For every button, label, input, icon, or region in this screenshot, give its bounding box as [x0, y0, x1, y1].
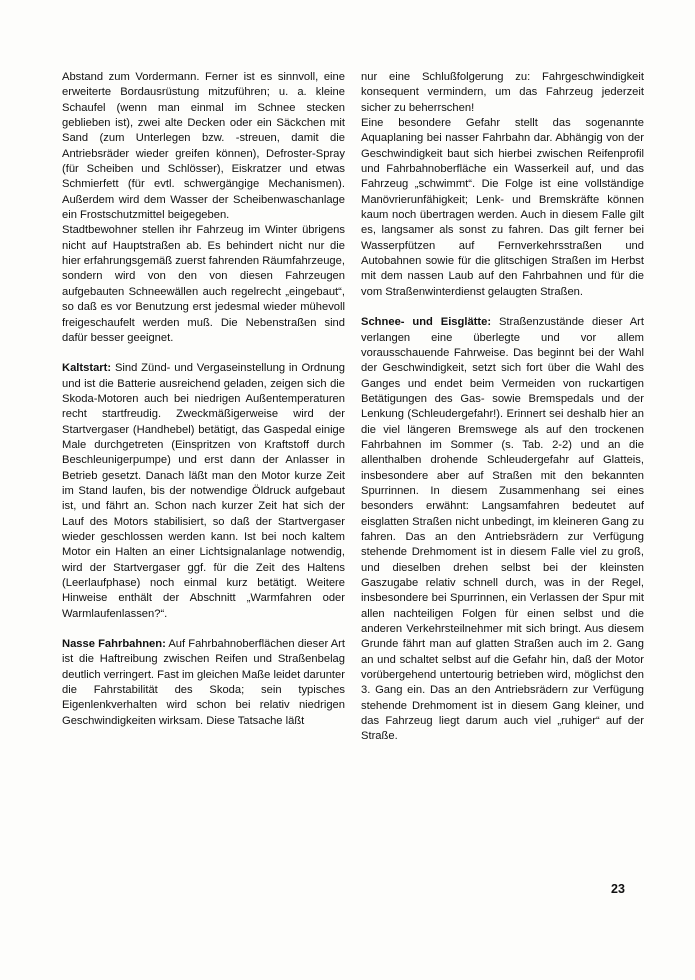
section-kaltstart: [62, 361, 345, 622]
heading-nasse-fahrbahnen: Nasse Fahrbahnen:: [62, 638, 166, 651]
text-schnee-eisglaette: Straßenzustände dieser Art verlangen eine überlegte und vor allem vorausschauende Fahrweise. Das beginnt bei der Wahl der Geschwindigkeit, setzt sich fort über die Wahl des Ganges und endet beim Vermeiden von ruckartigen Betätigungen des Gas- sowie Bremspedals und der Lenkung (Schleudergefahr!). Erinnert sei deshalb hier an die viel längeren Bremswege als auf den trockenen Fahrbahnen im Sommer (s. Tab. 2-2) und an die allenthalben drohende Schleudergefahr auf Glatteis, insbesondere aber auf Straßen mit den bekannten Spurrinnen. In diesem Zusammenhang sei eines besonders erwähnt: Langsamfahren bedeutet auf eisglatten Straßen nicht unbedingt, im kleineren Gang zu fahren. Das an den Antriebsrädern zur Verfügung stehende Drehmoment ist in diesem Falle viel zu groß, und dieselben drehen selbst bei der kleinsten Gaszugabe relativ schnell durch, was in der Regel, insbesondere bei Spurrinnen, ein Verlassen der Spur mit allen nachteiligen Folgen für einen selbst und die anderen Verkehrsteilnehmer mit sich bringt. Aus diesem Grunde fährt man auf glatten Straßen auch im 2. Gang an und schaltet selbst auf die Gefahr hin, daß der Motor vorübergehend untertourig betrieben wird, möglichst den 3. Gang ein. Das an den Antriebsrädern zur Verfügung stehende Drehmoment ist in diesem Gang kleiner, und das Fahrzeug liegt darum auch viel „ruhiger“ auf der Straße.: [361, 316, 644, 743]
text-nasse-fahrbahnen: Auf Fahrbahnoberflächen dieser Art ist die Haftreibung zwischen Reifen und Straßenbelag deutlich verringert. Fast im gleichen Maße leidet darunter die Fahrstabilität des Skoda; sein typisches Eigenlenkverhalten wird schon bei relativ niedrigen Geschwindigkeiten wirksam. Diese Tatsache läßt: [62, 638, 345, 727]
paragraph-stadtbewohner: Stadtbewohner stellen ihr Fahrzeug im Winter übrigens nicht auf Hauptstraßen ab. Es behindert nicht nur die hier erfahrungsgemäß zuerst fahrenden Räumfahrzeuge, sondern wird von den von diesen Fahrzeugen aufgebauten Schneewällen auch regelrecht „eingebaut“, so daß es vor Benutzung erst jedesmal wieder mühevoll freigeschaufelt werden muß. Die Nebenstraßen sind dafür besser geeignet.: [62, 224, 345, 344]
paragraph-schlussfolgerung: nur eine Schlußfolgerung zu: Fahrgeschwindigkeit konsequent vermindern, um das Fahrzeug jederzeit sicher zu beherrschen!: [361, 71, 644, 114]
section-nasse-fahrbahnen: [62, 637, 345, 729]
left-column: [62, 70, 345, 729]
page-number: 23: [611, 882, 625, 896]
right-column: [361, 70, 644, 745]
paragraph-bordausruestung: Abstand zum Vordermann. Ferner ist es sinnvoll, eine erweiterte Bordausrüstung mitzuführen; u. a. kleine Schaufel (wenn man einmal im Schnee stecken geblieben ist), zwei alte Decken oder ein Säckchen mit Sand (zum Unterlegen bzw. -streuen, damit die Antriebsräder wieder greifen können), Defroster-Spray (für Scheiben und Schlösser), Eiskratzer und etwas Schmierfett (für evtl. schwergängige Mechanismen). Außerdem wird dem Wasser der Scheibenwaschanlage ein Frostschutzmittel beigegeben.: [62, 71, 345, 222]
section-schnee-eisglaette: [361, 315, 644, 745]
heading-schnee-eisglaette: Schnee- und Eisglätte:: [361, 316, 492, 329]
heading-kaltstart: Kaltstart:: [62, 362, 112, 375]
text-kaltstart: Sind Zünd- und Vergaseinstellung in Ordnung und ist die Batterie ausreichend geladen, zeigen sich die Skoda-Motoren auch bei niedrigen Außentemperaturen recht startfreudig. Zweckmäßigerweise wird der Startvergaser (Handhebel) betätigt, das Gaspedal einige Male durchgetreten (Einspritzen von Kraftstoff durch Beschleunigerpumpe) und erst dann der Anlasser in Betrieb gesetzt. Danach läßt man den Motor kurze Zeit im Stand laufen, bis der notwendige Öldruck aufgebaut ist, und fährt an. Schon nach kurzer Zeit hat sich der Lauf des Motors stabilisiert, so daß der Startvergaser wieder geschlossen werden kann. Ist bei noch kaltem Motor ein Halten an einer Lichtsignalanlage notwendig, wird der Startvergaser ggf. für die Zeit des Haltens (Leerlaufphase) noch einmal kurz betätigt. Weitere Hinweise enthält der Abschnitt „Warmfahren oder Warmlaufenlassen?“.: [62, 362, 345, 620]
paragraph-aquaplaning: Eine besondere Gefahr stellt das sogenannte Aquaplaning bei nasser Fahrbahn dar. Abhängig von der Geschwindigkeit baut sich hierbei zwischen Reifenprofil und Fahrbahnoberfläche ein Wasserkeil auf, und das Fahrzeug „schwimmt“. Die Folge ist eine vollständige Manövrierunfähigkeit; Lenk- und Bremskräfte können kaum noch übertragen werden. Auch in diesem Falle gilt es, langsamer als sonst zu fahren. Das gilt ferner bei Wasserpfützen auf Fernverkehrsstraßen und Autobahnen sowie für die glitschigen Straßen im Herbst mit dem nassen Laub auf den Fahrbahnen und für die vom Straßenwinterdienst gelaugten Straßen.: [361, 117, 644, 298]
